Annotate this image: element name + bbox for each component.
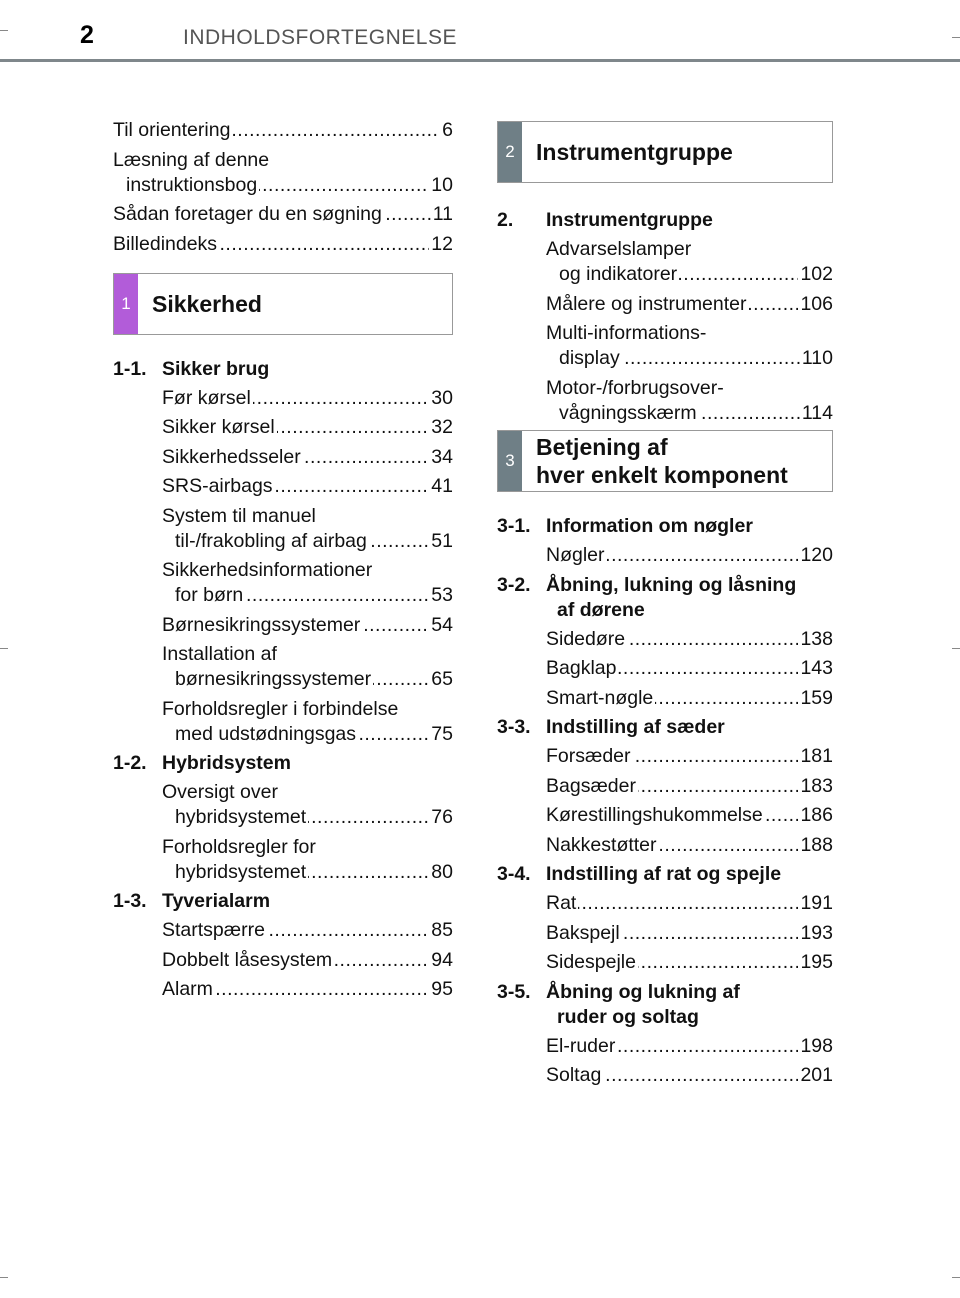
toc-entry[interactable] xyxy=(113,148,453,198)
toc-page-number: 193 xyxy=(800,921,833,944)
toc-page-number: 159 xyxy=(800,686,833,709)
section-number: 2. xyxy=(497,209,514,231)
toc-page-number: 94 xyxy=(431,948,453,971)
toc-entry-line xyxy=(546,891,833,916)
toc-page-number: 138 xyxy=(800,627,833,650)
toc-entry-text: til-/frakobling af airbag xyxy=(175,529,367,552)
toc-page-number: 32 xyxy=(431,416,453,438)
section-heading[interactable] xyxy=(497,862,833,887)
toc-entry-text: Oversigt over xyxy=(162,781,278,803)
chapter-banner-2[interactable] xyxy=(497,121,833,183)
crop-mark xyxy=(952,648,960,649)
toc-entry[interactable] xyxy=(162,642,453,692)
chapter-number: 1 xyxy=(114,274,138,334)
toc-entry-line xyxy=(162,722,453,747)
toc-entry-line xyxy=(162,667,453,692)
toc-entry-text: hybridsystemet xyxy=(175,806,307,828)
section-items xyxy=(497,744,833,858)
toc-entry-leader xyxy=(559,401,800,426)
section-title-line: Hybridsystem xyxy=(162,752,291,774)
section-title xyxy=(546,573,833,623)
toc-page-number: 85 xyxy=(431,919,453,941)
chapter-2-sections xyxy=(497,208,833,426)
toc-entry-text: Børnesikringssystemer xyxy=(162,613,361,636)
toc-entry-text: Før kørsel xyxy=(162,386,251,409)
section-items xyxy=(113,780,453,885)
toc-entry-line xyxy=(546,833,833,858)
toc-entry-text: Rat xyxy=(546,892,577,914)
page-number: 2 xyxy=(80,21,94,49)
toc-entry[interactable] xyxy=(162,445,453,470)
toc-entry-line xyxy=(546,950,833,975)
toc-entry[interactable] xyxy=(546,237,833,287)
toc-entry-line xyxy=(546,686,833,711)
toc-entry-line xyxy=(546,921,833,946)
section-title xyxy=(162,751,453,776)
toc-page-number: 76 xyxy=(431,806,453,828)
section-items xyxy=(497,891,833,975)
section-title xyxy=(162,889,453,914)
toc-page-number: 65 xyxy=(431,668,453,690)
toc-entry-leader xyxy=(546,921,798,946)
toc-entry[interactable] xyxy=(113,118,453,143)
toc-entry-line xyxy=(162,415,453,440)
toc-entry-leader xyxy=(546,774,798,799)
toc-entry-leader xyxy=(162,918,429,943)
chapter-banner-3[interactable] xyxy=(497,430,833,492)
section-heading[interactable] xyxy=(497,208,833,233)
toc-entry-text: Sikkerhedsseler xyxy=(162,445,301,468)
toc-entry[interactable] xyxy=(546,833,833,858)
toc-entry-text: Sikkerhedsinformationer xyxy=(162,559,373,581)
section-title xyxy=(546,514,833,539)
toc-entry-leader xyxy=(175,667,429,692)
toc-entry[interactable] xyxy=(162,558,453,608)
section-title-line: Indstilling af rat og spejle xyxy=(546,863,782,885)
toc-entry-text: Forsæder xyxy=(546,745,631,767)
toc-entry-line xyxy=(546,656,833,681)
section-number: 3-1. xyxy=(497,515,531,537)
toc-entry-line xyxy=(162,474,453,499)
toc-entry-line xyxy=(113,202,453,227)
toc-entry[interactable] xyxy=(546,543,833,568)
section-title-line: ruder og soltag xyxy=(557,1005,699,1028)
toc-page-number: 51 xyxy=(431,529,453,552)
toc-entry-leader xyxy=(546,686,798,711)
toc-entry[interactable] xyxy=(162,613,453,638)
toc-entry-text: Læsning af denne xyxy=(113,148,270,171)
toc-entry[interactable] xyxy=(162,415,453,440)
page-header xyxy=(0,0,960,62)
toc-entry[interactable] xyxy=(546,656,833,681)
toc-entry-text: for børn xyxy=(175,584,244,606)
toc-entry-line xyxy=(113,232,453,257)
toc-entry-line xyxy=(162,529,453,554)
toc-entry[interactable] xyxy=(162,948,453,973)
toc-entry[interactable] xyxy=(546,686,833,711)
toc-page-number: 80 xyxy=(431,860,453,883)
chapter-number: 2 xyxy=(498,122,522,182)
toc-entry-text: Motor-/forbrugsover- xyxy=(546,376,724,399)
crop-mark xyxy=(0,1277,8,1278)
toc-entry-line xyxy=(546,401,833,426)
toc-page-number: 198 xyxy=(800,1034,833,1057)
toc-entry-leader xyxy=(175,860,429,885)
toc-entry-leader xyxy=(162,474,429,499)
toc-entry-leader xyxy=(126,173,429,198)
toc-page-number: 75 xyxy=(431,722,453,745)
toc-entry-leader xyxy=(175,529,429,554)
toc-entry-text: Sikker kørsel xyxy=(162,416,275,438)
intro-list xyxy=(113,118,453,257)
section-title-line: Åbning og lukning af xyxy=(546,980,740,1003)
section-title-line: Information om nøgler xyxy=(546,515,753,537)
section-items xyxy=(497,1034,833,1089)
section-title-line: Sikker brug xyxy=(162,357,270,380)
section-title xyxy=(546,862,833,887)
toc-entry[interactable] xyxy=(162,386,453,411)
toc-entry[interactable] xyxy=(162,504,453,554)
toc-entry-line xyxy=(162,613,453,638)
section-number: 3-3. xyxy=(497,716,531,738)
toc-page-number: 110 xyxy=(801,347,833,369)
header-rule xyxy=(0,59,960,62)
toc-entry-leader xyxy=(113,202,431,227)
toc-page-number: 30 xyxy=(431,386,453,409)
toc-page-number: 106 xyxy=(800,292,833,315)
section-heading[interactable] xyxy=(113,751,453,776)
toc-page-number: 201 xyxy=(800,1064,833,1086)
toc-entry[interactable] xyxy=(546,376,833,426)
toc-page-number: 186 xyxy=(800,804,833,826)
chapter-title: Sikkerhed xyxy=(152,290,262,317)
toc-page-number: 12 xyxy=(431,232,453,255)
left-column xyxy=(113,118,453,1007)
toc-page-number: 102 xyxy=(800,263,833,285)
toc-entry-leader xyxy=(175,722,429,747)
toc-entry-leader xyxy=(162,415,429,440)
toc-entry-text: System til manuel xyxy=(162,504,316,527)
toc-entry-text: Soltag xyxy=(546,1064,602,1086)
toc-entry-text: Til orientering xyxy=(113,119,231,141)
toc-entry-leader xyxy=(546,891,798,916)
toc-entry[interactable] xyxy=(546,921,833,946)
toc-entry-line xyxy=(113,173,453,198)
crop-mark xyxy=(0,30,8,31)
toc-entry-text: display xyxy=(559,347,620,369)
right-column xyxy=(497,118,833,1093)
chapter-banner-1[interactable] xyxy=(113,273,453,335)
toc-entry-text: Dobbelt låsesystem xyxy=(162,948,333,971)
toc-entry-line xyxy=(113,118,453,143)
section-title-line: Tyverialarm xyxy=(162,890,271,912)
toc-entry[interactable] xyxy=(546,744,833,769)
chapter-3-sections xyxy=(497,514,833,1088)
toc-entry-leader xyxy=(546,292,798,317)
toc-entry-leader xyxy=(162,445,429,470)
toc-page-number: 191 xyxy=(800,892,833,914)
toc-entry[interactable] xyxy=(162,918,453,943)
toc-entry-text: Kørestillingshukommelse xyxy=(546,804,763,826)
section-number: 3-4. xyxy=(497,863,531,885)
toc-entry[interactable] xyxy=(162,474,453,499)
toc-page-number: 181 xyxy=(800,745,833,767)
header-title: INDHOLDSFORTEGNELSE xyxy=(183,26,457,49)
toc-entry-leader xyxy=(559,262,798,287)
toc-entry-leader xyxy=(546,543,798,568)
toc-page-number: 6 xyxy=(442,119,453,141)
crop-mark xyxy=(0,648,8,649)
toc-entry-leader xyxy=(546,950,798,975)
toc-entry-leader xyxy=(113,118,440,143)
section-number: 1-3. xyxy=(113,890,147,912)
chapter-title xyxy=(522,433,788,489)
section-heading[interactable] xyxy=(497,980,833,1030)
toc-entry-line xyxy=(162,918,453,943)
toc-entry[interactable] xyxy=(162,835,453,885)
toc-entry-line xyxy=(546,627,833,652)
toc-entry-text: Sidedøre xyxy=(546,627,626,650)
toc-entry-text: Startspærre xyxy=(162,919,265,941)
toc-entry[interactable] xyxy=(546,1034,833,1059)
toc-entry-text: Advarselslamper xyxy=(546,238,692,260)
section-title-line: Åbning, lukning og låsning xyxy=(546,573,797,596)
toc-entry-line xyxy=(546,262,833,287)
toc-entry-text: Nøgler xyxy=(546,544,605,566)
toc-entry[interactable] xyxy=(113,202,453,227)
toc-entry-leader xyxy=(546,1063,798,1088)
chapter-title: Instrumentgruppe xyxy=(536,139,733,165)
toc-entry-text: hybridsystemet xyxy=(175,860,307,883)
toc-page-number: 143 xyxy=(800,657,833,679)
toc-entry[interactable] xyxy=(546,292,833,317)
toc-entry-leader xyxy=(546,656,798,681)
section-items xyxy=(497,543,833,568)
section-heading[interactable] xyxy=(113,889,453,914)
toc-entry-text: Installation af xyxy=(162,643,277,665)
toc-page-number: 120 xyxy=(800,544,833,566)
section-items xyxy=(113,386,453,747)
toc-entry-text: Forholdsregler i forbindelse xyxy=(162,697,399,720)
toc-entry[interactable] xyxy=(546,627,833,652)
toc-entry-leader xyxy=(175,805,429,830)
toc-entry-line xyxy=(546,1034,833,1059)
toc-page-number: 195 xyxy=(800,951,833,973)
toc-page-number: 114 xyxy=(801,401,833,424)
toc-entry-line xyxy=(162,805,453,830)
section-heading[interactable] xyxy=(113,357,453,382)
section-heading[interactable] xyxy=(497,514,833,539)
chapter-title-line: hver enkelt komponent xyxy=(536,462,788,488)
toc-entry-line xyxy=(162,445,453,470)
toc-entry-text: Multi-informations- xyxy=(546,322,707,344)
toc-entry[interactable] xyxy=(162,780,453,830)
section-number: 3-2. xyxy=(497,573,531,596)
toc-entry[interactable] xyxy=(546,774,833,799)
toc-entry[interactable] xyxy=(546,321,833,371)
section-items xyxy=(497,627,833,711)
toc-entry-text: Bagklap xyxy=(546,657,617,679)
toc-entry-leader xyxy=(546,803,798,828)
crop-mark xyxy=(952,1277,960,1278)
toc-entry-text: Smart-nøgle xyxy=(546,686,654,709)
chapter-1-sections xyxy=(113,357,453,1003)
toc-entry-line xyxy=(546,543,833,568)
section-number: 1-2. xyxy=(113,752,147,774)
section-title-line: Instrumentgruppe xyxy=(546,209,713,231)
toc-entry[interactable] xyxy=(162,697,453,747)
toc-entry-leader xyxy=(546,627,798,652)
section-number: 3-5. xyxy=(497,980,531,1003)
toc-page-number: 11 xyxy=(432,203,453,225)
chapter-number: 3 xyxy=(498,431,522,491)
toc-entry-line xyxy=(162,583,453,608)
section-items xyxy=(497,237,833,426)
toc-entry-leader xyxy=(546,744,798,769)
section-title xyxy=(546,208,833,233)
toc-entry-text: Billedindeks xyxy=(113,232,218,255)
toc-entry-text: Alarm xyxy=(162,978,213,1000)
toc-entry-text: børnesikringssystemer xyxy=(175,668,372,690)
toc-page-number: 53 xyxy=(431,584,453,606)
toc-entry-leader xyxy=(175,583,429,608)
toc-entry[interactable] xyxy=(113,232,453,257)
toc-entry-text: instruktionsbog xyxy=(126,173,258,196)
toc-page-number: 95 xyxy=(431,978,453,1000)
toc-entry-leader xyxy=(162,977,429,1002)
toc-entry-line xyxy=(546,774,833,799)
toc-entry[interactable] xyxy=(162,977,453,1002)
toc-entry-leader xyxy=(546,1034,798,1059)
toc-entry[interactable] xyxy=(546,891,833,916)
toc-entry-line xyxy=(546,744,833,769)
toc-entry-line xyxy=(162,948,453,973)
toc-entry-leader xyxy=(162,613,429,638)
toc-entry-text: Sidespejle xyxy=(546,951,636,973)
section-title xyxy=(546,715,833,740)
toc-entry-leader xyxy=(162,948,429,973)
toc-page-number: 41 xyxy=(431,475,453,497)
toc-entry-text: Nakkestøtter xyxy=(546,833,657,856)
toc-entry-line xyxy=(546,292,833,317)
section-title xyxy=(546,980,833,1030)
chapter-title-line: Betjening af xyxy=(536,434,668,460)
toc-entry-text: Bakspejl xyxy=(546,921,620,944)
toc-page-number: 10 xyxy=(431,173,453,196)
toc-entry-leader xyxy=(162,386,429,411)
toc-page-number: 54 xyxy=(431,613,453,636)
toc-entry[interactable] xyxy=(546,950,833,975)
toc-entry-line xyxy=(546,346,833,371)
section-number: 1-1. xyxy=(113,357,147,380)
toc-entry-text: med udstødningsgas xyxy=(175,722,357,745)
toc-entry-text: og indikatorer xyxy=(559,263,678,285)
section-title xyxy=(162,357,453,382)
toc-entry-text: Sådan foretager du en søgning xyxy=(113,203,382,225)
section-title-line: Indstilling af sæder xyxy=(546,716,725,738)
toc-entry[interactable] xyxy=(546,803,833,828)
toc-page-number: 188 xyxy=(800,833,833,856)
toc-entry-line xyxy=(546,1063,833,1088)
section-heading[interactable] xyxy=(497,715,833,740)
toc-entry-line xyxy=(162,386,453,411)
toc-entry-text: Målere og instrumenter xyxy=(546,292,747,315)
toc-entry[interactable] xyxy=(546,1063,833,1088)
toc-entry-text: El-ruder xyxy=(546,1034,616,1057)
toc-entry-line xyxy=(546,803,833,828)
toc-entry-text: SRS-airbags xyxy=(162,475,273,497)
toc-entry-text: Bagsæder xyxy=(546,774,636,797)
toc-entry-line xyxy=(162,860,453,885)
section-title-line: af dørene xyxy=(557,598,645,621)
section-items xyxy=(113,918,453,1002)
toc-page-number: 183 xyxy=(800,774,833,797)
toc-page-number: 34 xyxy=(431,445,453,468)
toc-entry-leader xyxy=(113,232,429,257)
section-heading[interactable] xyxy=(497,573,833,623)
toc-entry-text: vågningsskærm xyxy=(559,401,697,424)
toc-entry-text: Forholdsregler for xyxy=(162,835,316,858)
toc-entry-leader xyxy=(559,346,800,371)
toc-entry-line xyxy=(162,977,453,1002)
toc-entry-leader xyxy=(546,833,798,858)
crop-mark xyxy=(952,37,960,38)
